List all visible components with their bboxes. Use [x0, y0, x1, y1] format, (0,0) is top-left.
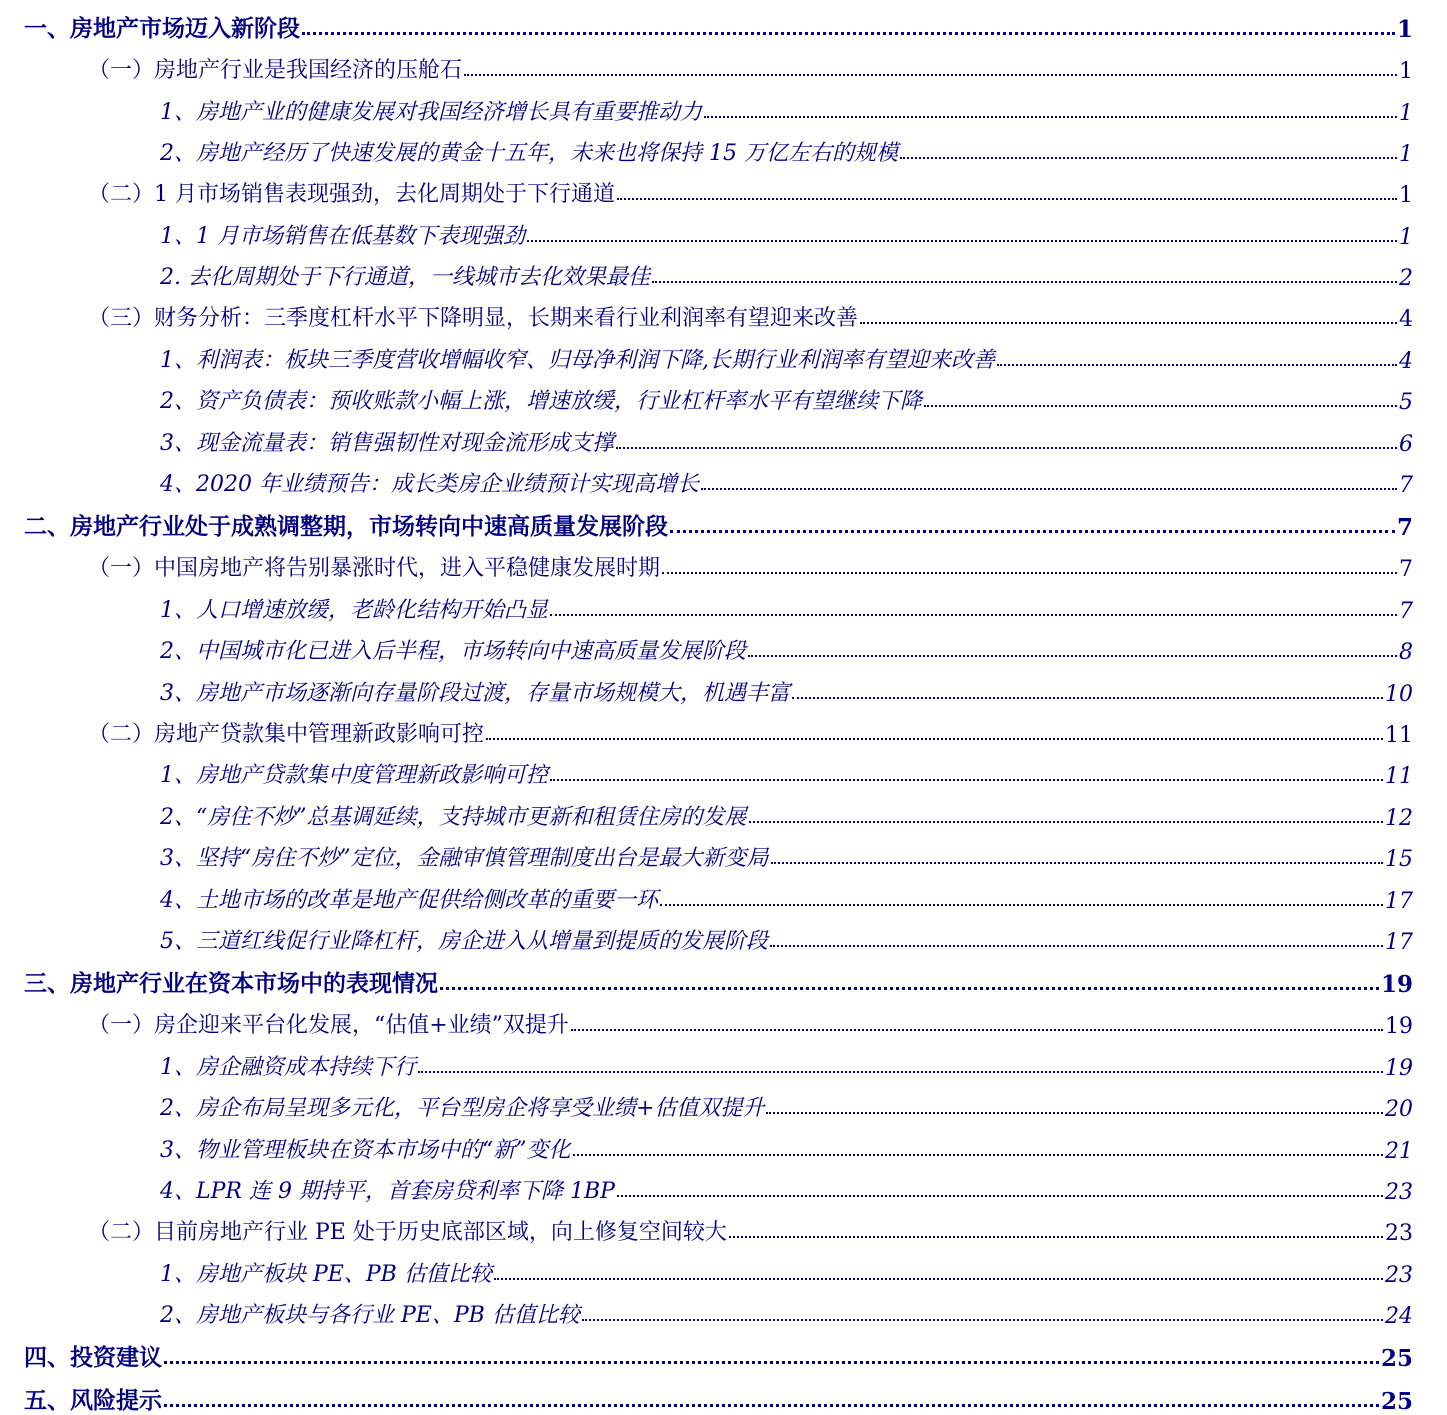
toc-page-number: 5	[1399, 390, 1413, 415]
toc-entry-title: （三）财务分析：三季度杠杆水平下降明显，长期来看行业利润率有望迎来改善	[88, 306, 859, 331]
toc-section-entry[interactable]	[24, 43, 1413, 84]
toc-entry-title: 四、投资建议	[24, 1344, 162, 1371]
toc-subsection-entry[interactable]	[24, 1039, 1413, 1081]
toc-entry-title: （二）目前房地产行业 PE 处于历史底部区域，向上修复空间较大	[88, 1220, 727, 1245]
dot-leader	[571, 1029, 1383, 1031]
dot-leader	[418, 1071, 1383, 1073]
toc-entry-title: 4、土地市场的改革是地产促供给侧改革的重要一环	[160, 887, 658, 913]
toc-page-number: 1	[1399, 183, 1413, 208]
toc-subsection-entry[interactable]	[24, 250, 1413, 292]
toc-page-number: 10	[1385, 681, 1413, 707]
toc-subsection-entry[interactable]	[24, 872, 1413, 914]
dot-leader	[573, 1154, 1384, 1156]
toc-page-number: 23	[1385, 1262, 1413, 1288]
toc-subsection-entry[interactable]	[24, 415, 1413, 457]
toc-subsection-entry[interactable]	[24, 748, 1413, 790]
toc-page-number: 11	[1385, 764, 1413, 789]
dot-leader	[582, 1319, 1383, 1321]
dot-leader	[766, 1112, 1383, 1114]
toc-entry-title: 二、房地产行业处于成熟调整期，市场转向中速高质量发展阶段	[24, 513, 668, 540]
dot-leader	[494, 1278, 1383, 1280]
dot-leader	[302, 32, 1395, 35]
toc-page-number: 4	[1399, 307, 1413, 332]
toc-entry-title: 五、风险提示	[24, 1387, 162, 1414]
dot-leader	[550, 614, 1397, 616]
toc-entry-title: 3、物业管理板块在资本市场中的“新”变化	[160, 1137, 571, 1163]
toc-subsection-entry[interactable]	[24, 126, 1413, 168]
toc-entry-title: （一）中国房地产将告别暴涨时代，进入平稳健康发展时期	[88, 556, 661, 581]
toc-entry-title: （一）房地产行业是我国经济的压舱石	[88, 58, 463, 83]
toc-page-number: 7	[1399, 557, 1413, 582]
toc-entry-title: 2、资产负债表：预收账款小幅上涨，增速放缓，行业杠杆率水平有望继续下降	[160, 389, 922, 414]
dot-leader	[617, 1195, 1383, 1197]
toc-page-number: 23	[1385, 1180, 1413, 1205]
toc-entry-title: 3、房地产市场逐渐向存量阶段过渡，存量市场规模大，机遇丰富	[160, 680, 790, 706]
toc-page-number: 7	[1399, 598, 1413, 624]
toc-page-number: 2	[1399, 266, 1413, 291]
toc-entry-title: 2、房企布局呈现多元化，平台型房企将享受业绩+估值双提升	[160, 1096, 765, 1121]
toc-entry-title: 4、2020 年业绩预告：成长类房企业绩预计实现高增长	[160, 472, 699, 497]
toc-entry-title: （二）房地产贷款集中管理新政影响可控	[88, 721, 485, 747]
toc-page-number: 19	[1380, 971, 1413, 998]
toc-page-number: 17	[1385, 888, 1413, 914]
toc-subsection-entry[interactable]	[24, 582, 1413, 624]
toc-page-number: 1	[1396, 16, 1413, 43]
toc-subsection-entry[interactable]	[24, 831, 1413, 873]
toc-page-number: 25	[1380, 1388, 1413, 1415]
toc-chapter-entry[interactable]	[24, 1329, 1413, 1372]
dot-leader	[749, 821, 1384, 823]
toc-entry-title: 1、房地产业的健康发展对我国经济增长具有重要推动力	[160, 99, 702, 125]
toc-entry-title: 1、人口增速放缓，老龄化结构开始凸显	[160, 597, 548, 623]
toc-chapter-entry[interactable]	[24, 1372, 1413, 1415]
toc-entry-title: 一、房地产市场迈入新阶段	[24, 15, 300, 42]
toc-page-number: 1	[1399, 59, 1413, 84]
toc-entry-title: 2、中国城市化已进入后半程，市场转向中速高质量发展阶段	[160, 639, 746, 664]
toc-entry-title: 1、房地产贷款集中度管理新政影响可控	[160, 763, 548, 788]
toc-entry-title: 1、利润表：板块三季度营收增幅收窄、归母净利润下降,长期行业利润率有望迎来改善	[160, 347, 995, 373]
toc-page-number: 25	[1380, 1345, 1413, 1372]
toc-subsection-entry[interactable]	[24, 1288, 1413, 1330]
toc-section-entry[interactable]	[24, 707, 1413, 748]
toc-section-entry[interactable]	[24, 541, 1413, 582]
toc-page-number: 1	[1399, 142, 1413, 167]
dot-leader	[164, 1404, 1379, 1407]
toc-subsection-entry[interactable]	[24, 1164, 1413, 1206]
dot-leader	[771, 862, 1384, 864]
dot-leader	[924, 405, 1397, 407]
dot-leader	[704, 116, 1397, 118]
dot-leader	[997, 364, 1397, 366]
toc-chapter-entry[interactable]	[24, 0, 1413, 43]
dot-leader	[748, 655, 1397, 657]
toc-entry-title: 1、房地产板块 PE、PB 估值比较	[160, 1261, 492, 1287]
dot-leader	[527, 240, 1397, 242]
toc-page-number: 1	[1399, 224, 1413, 250]
dot-leader	[860, 322, 1397, 324]
toc-subsection-entry[interactable]	[24, 914, 1413, 956]
toc-subsection-entry[interactable]	[24, 665, 1413, 707]
toc-page-number: 1	[1399, 100, 1413, 126]
toc-subsection-entry[interactable]	[24, 1081, 1413, 1123]
toc-subsection-entry[interactable]	[24, 332, 1413, 374]
dot-leader	[770, 945, 1383, 947]
toc-subsection-entry[interactable]	[24, 1246, 1413, 1288]
toc-entry-title: 5、三道红线促行业降杠杆，房企进入从增量到提质的发展阶段	[160, 929, 768, 954]
toc-subsection-entry[interactable]	[24, 374, 1413, 416]
dot-leader	[729, 1236, 1383, 1238]
dot-leader	[440, 987, 1379, 990]
dot-leader	[617, 198, 1397, 200]
toc-page-number: 19	[1385, 1055, 1413, 1081]
toc-page-number: 19	[1385, 1014, 1413, 1039]
dot-leader	[660, 904, 1383, 906]
toc-page-number: 17	[1385, 930, 1413, 955]
toc-subsection-entry[interactable]	[24, 1122, 1413, 1164]
toc-entry-title: 3、现金流量表：销售强韧性对现金流形成支撑	[160, 430, 614, 456]
toc-page-number: 23	[1385, 1221, 1413, 1246]
toc-section-entry[interactable]	[24, 167, 1413, 208]
toc-entry-title: 2. 去化周期处于下行通道，一线城市去化效果最佳	[160, 265, 650, 290]
dot-leader	[652, 281, 1397, 283]
toc-entry-title: 4、LPR 连 9 期持平，首套房贷利率下降 1BP	[160, 1179, 615, 1204]
toc-page-number: 21	[1385, 1138, 1413, 1164]
toc-entry-title: 三、房地产行业在资本市场中的表现情况	[24, 970, 438, 997]
dot-leader	[670, 530, 1395, 533]
toc-subsection-entry[interactable]	[24, 208, 1413, 250]
toc-page-number: 15	[1385, 847, 1413, 872]
toc-page-number: 20	[1385, 1097, 1413, 1122]
toc-entry-title: 2、房地产经历了快速发展的黄金十五年，未来也将保持 15 万亿左右的规模	[160, 141, 898, 166]
dot-leader	[792, 697, 1383, 699]
toc-page-number: 11	[1385, 722, 1413, 748]
toc-page-number: 7	[1399, 473, 1413, 498]
toc-page-number: 24	[1385, 1304, 1413, 1329]
dot-leader	[662, 572, 1397, 574]
toc-section-entry[interactable]	[24, 1205, 1413, 1246]
toc-page-number: 12	[1385, 805, 1413, 831]
toc-page-number: 6	[1399, 431, 1413, 457]
toc-page-number: 8	[1399, 640, 1413, 665]
toc-page-number: 7	[1396, 514, 1413, 541]
table-of-contents	[24, 0, 1413, 1415]
dot-leader	[550, 779, 1383, 781]
toc-entry-title: （二）1 月市场销售表现强劲，去化周期处于下行通道	[88, 182, 615, 207]
toc-subsection-entry[interactable]	[24, 84, 1413, 126]
toc-entry-title: 2、“房住不炒”总基调延续，支持城市更新和租赁住房的发展	[160, 804, 747, 830]
toc-chapter-entry[interactable]	[24, 955, 1413, 998]
dot-leader	[164, 1361, 1379, 1364]
toc-page-number: 4	[1399, 348, 1413, 374]
dot-leader	[464, 74, 1397, 76]
toc-subsection-entry[interactable]	[24, 789, 1413, 831]
toc-entry-title: 2、房地产板块与各行业 PE、PB 估值比较	[160, 1303, 580, 1328]
toc-entry-title: 1、1 月市场销售在低基数下表现强劲	[160, 223, 525, 249]
toc-section-entry[interactable]	[24, 998, 1413, 1039]
toc-subsection-entry[interactable]	[24, 457, 1413, 499]
toc-subsection-entry[interactable]	[24, 624, 1413, 666]
toc-entry-title: 1、房企融资成本持续下行	[160, 1054, 416, 1080]
dot-leader	[900, 157, 1397, 159]
toc-section-entry[interactable]	[24, 291, 1413, 332]
dot-leader	[701, 488, 1397, 490]
toc-entry-title: 3、坚持“房住不炒”定位，金融审慎管理制度出台是最大新变局	[160, 846, 769, 871]
dot-leader	[486, 738, 1383, 740]
toc-chapter-entry[interactable]	[24, 498, 1413, 541]
toc-entry-title: （一）房企迎来平台化发展，“估值+业绩”双提升	[88, 1013, 569, 1038]
dot-leader	[616, 447, 1397, 449]
